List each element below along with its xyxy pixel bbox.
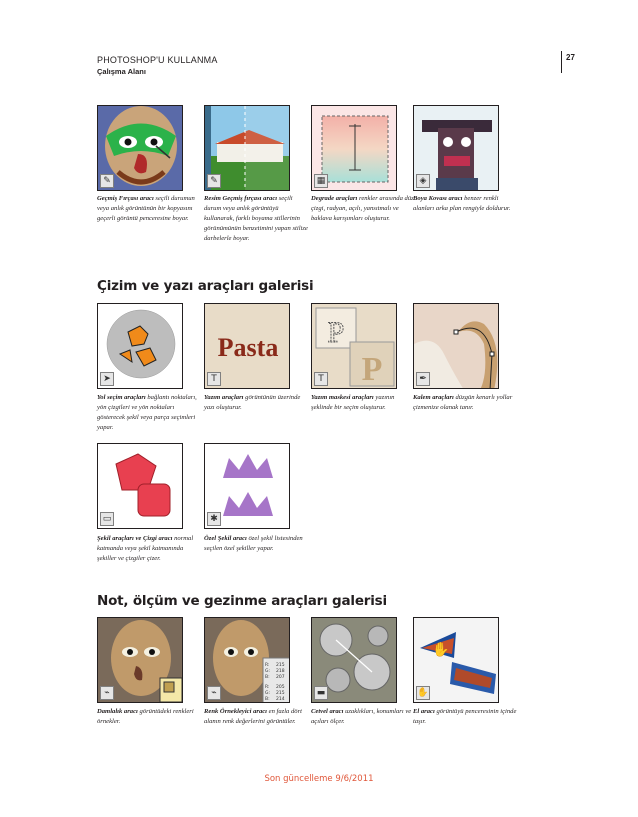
section-heading-drawing-text: Çizim ve yazı araçları galerisi [97, 278, 314, 294]
paint-bucket-thumbnail [413, 105, 499, 191]
last-updated-footer: Son güncelleme 9/6/2011 [264, 774, 374, 784]
history-brush-icon: ✎ [100, 174, 114, 188]
pen-icon: ✒ [416, 372, 430, 386]
ruler-caption: Cetvel aracı uzaklıkları, konumları ve açıları ölçer. [311, 708, 412, 725]
shape-thumbnail [97, 443, 183, 529]
custom-shape-icon: ✱ [207, 512, 221, 526]
running-header-title: PHOTOSHOP'U KULLANMA [97, 55, 218, 65]
sampler-label-b2: B: [265, 697, 270, 702]
art-history-brush-caption: Resim Geçmiş fırçası aracı seçili durum veya anlık görüntüyü kullanarak, farklı boyama stillerinin görünümünün benzetimini yapan stilize darbelerle boyar. [204, 195, 308, 242]
path-selection-caption: Yol seçim araçları bağlantı noktaları, yön çizgileri ve yön noktaları gösterecek şekil veya parça seçimleri yapar. [97, 394, 197, 431]
path-selection-icon: ➤ [100, 372, 114, 386]
art-history-brush-thumbnail [204, 105, 290, 191]
ruler-icon: ▬ [314, 686, 328, 700]
hand-caption: El aracı görüntüyü penceresinin içinde taşır. [413, 708, 517, 725]
sampler-label-r1: R: [265, 663, 270, 668]
shape-caption: Şekil araçları ve Çizgi aracı normal katmanda veya şekil katmanında şekiller ve çizgiler çizer. [97, 535, 194, 562]
page-number-rule [561, 51, 562, 73]
eyedropper-icon: ⌁ [100, 686, 114, 700]
sampler-label-b1: B: [265, 675, 270, 680]
sampler-value-g2: 215 [276, 691, 285, 696]
ruler-thumbnail [311, 617, 397, 703]
paint-bucket-caption: Boya Kovası aracı benzer renkli alanları arka plan rengiyle doldurur. [413, 195, 511, 212]
hand-icon: ✋ [417, 688, 429, 698]
sampler-value-g1: 218 [276, 669, 285, 674]
gradient-icon: ▦ [314, 174, 328, 188]
type-mask-thumbnail [311, 303, 397, 389]
sampler-label-r2: R: [265, 685, 270, 690]
color-sampler-icon: ⌁ [207, 686, 221, 700]
type-mask-caption: Yazım maskesi araçları yazının şeklinde bir seçim oluşturur. [311, 394, 395, 411]
custom-shape-caption: Özel Şekil aracı özel şekil listesinden seçilen özel şekiller yapar. [204, 535, 303, 552]
color-sampler-caption: Renk Örnekleyici aracı en fazla dört alanın renk değerlerini görüntüler. [204, 708, 302, 725]
hand-thumbnail [413, 617, 499, 703]
eyedropper-caption: Damlalık aracı görüntüdeki renkleri örnekler. [97, 708, 194, 725]
sampler-value-r2: 205 [276, 685, 285, 690]
history-brush-caption: Geçmiş Fırçası aracı seçili durumun veya anlık görüntünün bir kopyasını geçerli görüntü penceresine boyar. [97, 195, 195, 222]
type-thumbnail [204, 303, 290, 389]
gradient-caption: Degrade araçları renkler arasında düz çizgi, radyan, açılı, yansıtmalı ve baklava karışımları oluşturur. [311, 195, 414, 222]
mask-letter-filled: P [361, 351, 383, 388]
type-icon: T [207, 372, 221, 386]
sampler-label-g1: G: [265, 669, 271, 674]
history-brush-thumbnail [97, 105, 183, 191]
type-mask-icon: T [314, 372, 328, 386]
svg-text:✋: ✋ [432, 642, 450, 658]
custom-shape-thumbnail [204, 443, 290, 529]
pen-caption: Kalem araçları düzgün kenarlı yollar çizmenize olanak tanır. [413, 394, 513, 411]
sampler-value-r1: 215 [276, 663, 285, 668]
paint-bucket-icon: ◈ [416, 174, 430, 188]
section-heading-notes-measure: Not, ölçüm ve gezinme araçları galerisi [97, 593, 387, 609]
sampler-value-b2: 214 [276, 697, 285, 702]
art-history-brush-icon: ✎ [207, 174, 221, 188]
shape-icon: ▭ [100, 512, 114, 526]
type-caption: Yazım araçları görüntünün üzerinde yazı oluşturur. [204, 394, 301, 411]
color-sampler-thumbnail [204, 617, 290, 703]
pen-thumbnail [413, 303, 499, 389]
path-selection-thumbnail [97, 303, 183, 389]
mask-letter-outline: P [327, 316, 345, 349]
gradient-thumbnail [311, 105, 397, 191]
running-header-subtitle: Çalışma Alanı [97, 67, 146, 76]
sampler-label-g2: G: [265, 691, 271, 696]
sampler-value-b1: 207 [276, 675, 285, 680]
pasta-word: Pasta [217, 333, 279, 362]
eyedropper-thumbnail [97, 617, 183, 703]
page-number: 27 [566, 53, 575, 62]
